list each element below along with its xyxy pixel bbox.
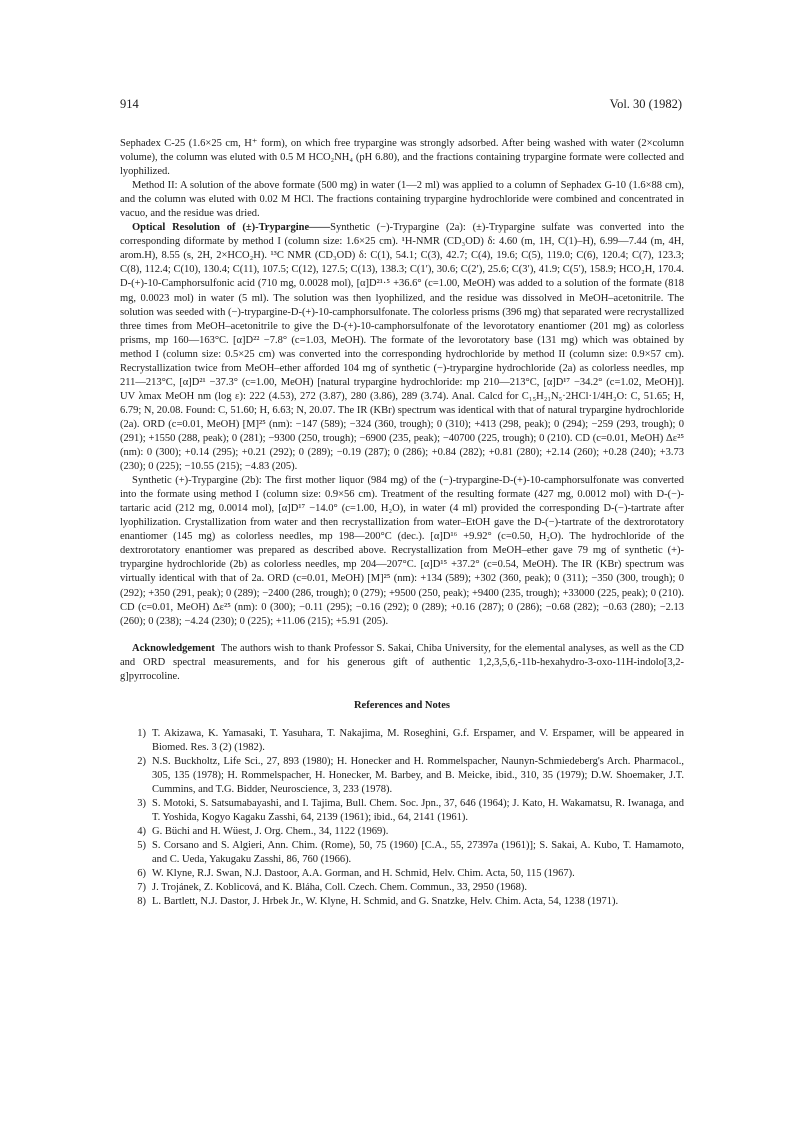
page-number: 914 (120, 97, 139, 111)
reference-text: S. Corsano and S. Algieri, Ann. Chim. (Rome), 50, 75 (1960) [C.A., 55, 27397a (1961)]; S. Sakai, A. Kubo, T. Hamamoto, and C. Ueda, Yakugaku Zasshi, 86, 760 (1966). (152, 840, 684, 866)
reference-text: J. Trojánek, Z. Koblicová, and K. Bláha, Coll. Czech. Chem. Commun., 33, 2950 (1968). (152, 882, 528, 894)
acknowledgement-heading: Acknowledgement (132, 642, 215, 654)
references-title: References and Notes (353, 699, 451, 711)
reference-text: L. Bartlett, N.J. Dastor, J. Hrbek Jr., W. Klyne, H. Schmid, and G. Snatzke, Helv. Chim. Acta, 54, 1238 (1971). (152, 896, 619, 908)
references-list (120, 727, 684, 910)
volume-label: Vol. 30 (1982) (609, 97, 682, 111)
acknowledgement-text: The authors wish to thank Professor S. Sakai, Chiba University, for the elemental analyses, as well as the CD and ORD spectral measurements, and for his generous gift of authentic 1,2,3,5,6,-11b-hexahydro-3-oxo-11H-indolo[3,2-g]pyrrocoline. (120, 642, 684, 682)
reference-number: 2) (137, 755, 146, 767)
reference-number: 1) (137, 727, 146, 739)
reference-text: T. Akizawa, K. Yamasaki, T. Yasuhara, T. Nakajima, M. Roseghini, G.f. Erspamer, and V. Erspamer, will be appeared in Biomed. Res. 3 (2) (1982). (152, 727, 684, 753)
reference-item (120, 839, 684, 867)
paragraph-synthetic-plus-trypargine: Synthetic (+)-Trypargine (2b): The first mother liquor (984 mg) of the (−)-trypargine-D-(+)-10-camphorsulfonate was converted into the formate using method I (column size: 0.9×56 cm). Treatment of the resulting formate (427 mg, 0.0012 mol) with D-(−)-tartaric acid (212 mg, 0.0014 mol), [α]D¹⁷ −14.0° (c=1.00, H₂O), in water (4 ml) provided the corresponding D-(−)-tartrate after lyophilization. Crystallization from water and then recrystallization from water–EtOH gave the D-(−)-tartrate of the dextrorotatory enantiomer (145 mg) as colorless needles, mp 198—200°C (dec.). [α]D¹⁶ +9.92° (c=0.50, H₂O). The hydrochloride of the dextrorotatory enantiomer was prepared as described above. Recrystallization from MeOH–ether gave 79 mg of synthetic (+)-trypargine hydrochloride (2b) as colorless needles, mp 204—207°C. [α]D¹⁵ +37.2° (c=0.54, MeOH). The IR (KBr) spectrum was virtually identical with that of 2a. ORD (c=0.01, MeOH) [M]²⁵ (nm): +134 (589); +302 (360, peak); 0 (311); −350 (300, trough); 0 (292); +350 (291, peak); 0 (289); −2400 (286, trough); 0 (279); +9500 (250, peak); +9400 (235, trough); +33000 (225, peak); 0 (210). CD (c=0.01, MeOH) Δε²⁵ (nm): 0 (300); −0.11 (295); −0.16 (292); 0 (289); +0.16 (287); 0 (286); −0.68 (282); −0.63 (280); −2.13 (260); 0 (238); −4.24 (230); 0 (225); +11.06 (215); +5.91 (205). (120, 475, 684, 627)
paragraph-method-i-continued: Sephadex C-25 (1.6×25 cm, H⁺ form), on which free trypargine was strongly adsorbed. After being washed with water (2×column volume), the column was eluted with 0.5 M HCO₂NH₄ (pH 6.80), and the fractions containing trypargine formate were collected and lyophilized. (120, 138, 684, 178)
reference-number: 4) (137, 826, 146, 838)
reference-item (120, 825, 684, 839)
reference-text: G. Büchi and H. Wüest, J. Org. Chem., 34, 1122 (1969). (152, 826, 389, 838)
reference-text: N.S. Buckholtz, Life Sci., 27, 893 (1980); H. Honecker and H. Rommelspacher, Naunyn-Schmiedeberg's Arch. Pharmacol., 305, 135 (1978); H. Rommelspacher, H. Honecker, M. Barbey, and B. Meicke, ibid., 310, 35 (1979); D.W. Shoemaker, J.T. Cummins, and T.G. Bidder, Neuroscience, 3, 233 (1978). (152, 755, 684, 796)
reference-text: S. Motoki, S. Satsumabayashi, and I. Tajima, Bull. Chem. Soc. Jpn., 37, 646 (1964); J. Kato, H. Wakamatsu, R. Iwanaga, and T. Yoshida, Kogyo Kagaku Zasshi, 64, 2139 (1961); ibid., 64, 2141 (1961). (152, 798, 684, 824)
body-text (120, 137, 684, 909)
run-in-heading: Optical Resolution of (±)-Trypargine—— (132, 222, 331, 234)
reference-item (120, 797, 684, 825)
paragraph-method-ii: Method II: A solution of the above formate (500 mg) in water (1—2 ml) was applied to a column of Sephadex G-10 (1.6×88 cm), and the column was eluted with 0.02 M HCl. The fractions containing trypargine hydrochloride were combined and concentrated in vacuo, and the residue was dried. (120, 180, 684, 220)
reference-text: W. Klyne, R.J. Swan, N.J. Dastoor, A.A. Gorman, and H. Schmid, Helv. Chim. Acta, 50, 115 (1967). (152, 868, 575, 880)
reference-number: 7) (137, 882, 146, 894)
running-header (120, 97, 682, 117)
reference-item (120, 867, 684, 881)
acknowledgement (120, 642, 684, 684)
reference-item (120, 727, 684, 755)
reference-item (120, 755, 684, 797)
reference-number: 5) (137, 840, 146, 852)
reference-number: 3) (137, 798, 146, 810)
reference-item (120, 881, 684, 895)
paragraph-optical-resolution (120, 221, 684, 474)
reference-number: 6) (137, 868, 146, 880)
reference-item (120, 895, 684, 909)
optical-resolution-text: Synthetic (−)-Trypargine (2a): (±)-Trypargine sulfate was converted into the corresponding diformate by method I (column size: 1.6×25 cm). ¹H-NMR (CD₃OD) δ: 4.60 (m, 1H, C(1)–H), 6.99—7.44 (m, 4H, arom.H), 8.55 (s, 2H, 2×HCO₂H). ¹³C NMR (CD₃OD) δ: C(1), 54.1; C(3), 42.7; C(4), 19.6; C(5), 119.0; C(6), 120.4; C(7), 123.3; C(8), 112.4; C(10), 130.4; C(11), 107.5; C(12), 127.5; C(13), 138.3; C(1′), 30.6; C(2′), 25.6; C(3′), 41.9; C(5′), 158.9; HCO₂H, 170.4. D-(+)-10-Camphorsulfonic acid (710 mg, 0.0028 mol), [α]D²¹·⁵ +36.6° (c=1.00, MeOH) was added to a solution of the formate (818 mg, 0.0023 mol) in water (5 ml). The solution was then lyophilized, and the residue was dissolved in MeOH–acetonitrile. The solution was seeded with (−)-trypargine-D-(+)-10-camphorsulfonate. The colorless prisms (396 mg) that separated were recrystallized three times from MeOH–acetonitrile to give the D-(+)-10-camphorsulfonate of the levorotatory enantiomer (201 mg) as colorless prisms, mp 160—163°C. [α]D²² −7.8° (c=1.03, MeOH). The formate of the levorotatory base (131 mg) which was obtained by method I (column size: 0.5×25 cm) was converted into the corresponding hydrochloride by method II (column size: 0.9×57 cm). Recrystallization twice from MeOH–ether afforded 104 mg of synthetic (−)-trypargine hydrochloride (2a) as colorless needles, mp 211—213°C, [α]D²¹ −37.3° (c=1.00, MeOH) [natural trypargine hydrochloride: mp 210—213°C, [α]D¹⁷ −34.2° (c=1.02, MeOH)]. UV λmax MeOH nm (log ε): 222 (4.53), 272 (3.87), 280 (3.86), 289 (3.74). Anal. Calcd for C₁₅H₂₁N₅·2HCl·1/4H₂O: C, 51.65; H, 6.79; N, 20.08. Found: C, 51.60; H, 6.63; N, 20.07. The IR (KBr) spectrum was identical with that of natural trypargine hydrochloride (2a). ORD (c=0.01, MeOH) [M]²⁵ (nm): −147 (589); −324 (360, trough); 0 (310); +413 (298, peak); 0 (294); −259 (293, trough); 0 (291); +1550 (288, peak); 0 (281); −9300 (250, trough); −6900 (235, peak); −40700 (225, trough); 0 (210). CD (c=0.01, MeOH) Δε²⁵ (nm): 0 (300); +0.14 (295); +0.21 (292); 0 (289); −0.19 (287); 0 (286); +0.84 (282); +0.81 (280); +2.14 (260); +0.28 (240); +3.73 (230); 0 (225); −10.55 (215); −4.83 (205). (120, 222, 684, 473)
reference-number: 8) (137, 896, 146, 908)
